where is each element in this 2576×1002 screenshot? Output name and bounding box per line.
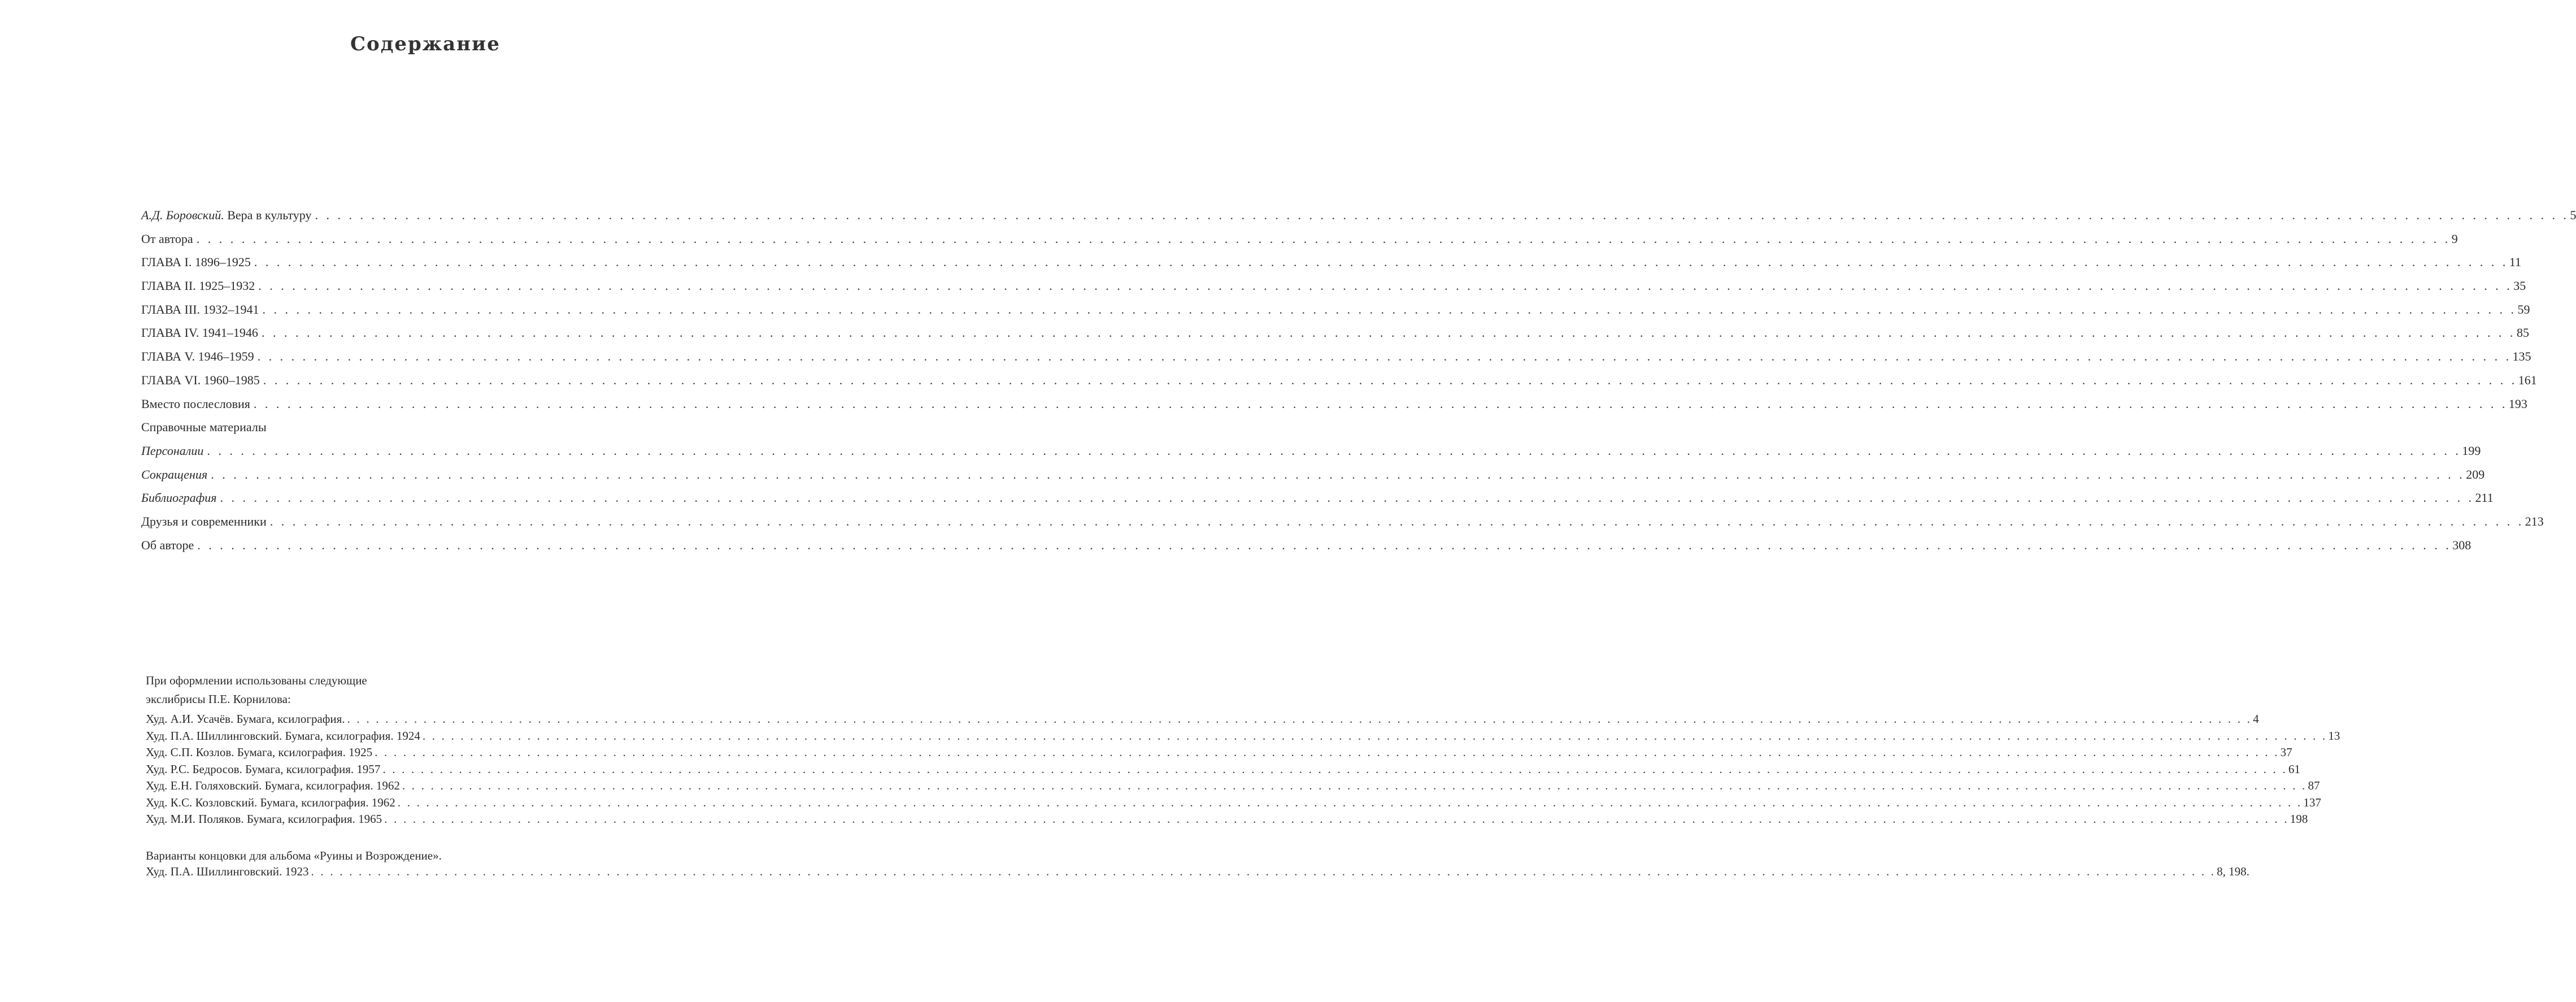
toc-entry-title: [141, 444, 203, 458]
toc-entry-title: [141, 467, 207, 482]
toc-entry[interactable]: [141, 208, 2576, 232]
toc-entry-text: ГЛАВА II. 1925–1932: [141, 279, 255, 293]
toc-entry-text: ГЛАВА III. 1932–1941: [141, 302, 259, 316]
toc-entry-page: 11: [2509, 255, 2522, 270]
variants-entry-pages: 8, 198.: [2217, 865, 2249, 878]
toc-entry[interactable]: [141, 396, 2527, 420]
toc-entry-title: [141, 373, 260, 388]
leader-dots: . . . . . . . . . . . . . . . . . . . . . . . . . . . . . . . . . . . . . . . . . . . . . . . . . . . . . . . . . . . . . . . . . . . . . . . . . . . . . . . . . . . . . . . . . . . . . . . . . . . . . . . . . . . . . . . . . . . . . . . . . . . . . . . . . . . . . . . . . . . . . . . . . . . . . . . . . . . . . . . . . . . . . . . . . . . . . . . . . . . . . . . . . . . . . . . . . . . . . . . .: [262, 302, 2517, 316]
illustration-entry-page: 87: [2308, 779, 2320, 792]
toc-entry-title: [141, 279, 255, 293]
toc-entry-page: 193: [2508, 396, 2527, 411]
leader-dots: . . . . . . . . . . . . . . . . . . . . . . . . . . . . . . . . . . . . . . . . . . . . . . . . . . . . . . . . . . . . . . . . . . . . . . . . . . . . . . . . . . . . . . . . . . . . . . . . . . . . . . . . . . . . . . . . . . . . . . . . . . . . . . . . . . . . . . . . . . . . . . . . . . . . . . . . . . . . . . . . . . . . . . . . . . . . . . . . . . . . . . . . . . . . . . . . . . . . . . . .: [253, 396, 2508, 411]
toc-entry[interactable]: [141, 302, 2530, 326]
toc-entry-text: ГЛАВА IV. 1941–1946: [141, 326, 258, 340]
illustration-entry-title: Худ. Е.Н. Голяховский. Бумага, ксилография. 1962: [146, 779, 400, 792]
leader-dots: . . . . . . . . . . . . . . . . . . . . . . . . . . . . . . . . . . . . . . . . . . . . . . . . . . . . . . . . . . . . . . . . . . . . . . . . . . . . . . . . . . . . . . . . . . . . . . . . . . . . . . . . . . . . . . . . . . . . . . . . . . . . . . . . . . . . . . . . . . . . . . . . . . . . . . . . . . . . . . . . . . . . . . . . . . . . . . . . . . . . . . . . . . . . . . . . . . . . . . . .: [263, 372, 2517, 387]
toc-entry[interactable]: [141, 231, 2458, 255]
illustration-entry: [146, 728, 2340, 746]
illustration-entry: [146, 812, 2308, 829]
toc-entry-title: [141, 397, 250, 411]
illustration-entry: [146, 762, 2300, 779]
variants-entry: [146, 865, 2249, 882]
leader-dots: . . . . . . . . . . . . . . . . . . . . . . . . . . . . . . . . . . . . . . . . . . . . . . . . . . . . . . . . . . . . . . . . . . . . . . . . . . . . . . . . . . . . . . . . . . . . . . . . . . . . . . . . . . . . . . . . . . . . . . . . . . . . . . . . . . . . . . . . . . . . . . . . . . . . . . . . . . . . . . . . . . . . . . . . . . . . . . . . . . . . . . . . . . . . . . . . . . . . . . . .: [384, 812, 2289, 826]
toc-entry[interactable]: [141, 326, 2529, 349]
toc-entry[interactable]: [141, 420, 510, 444]
toc-entry-page: 135: [2512, 349, 2531, 364]
leader-dots: . . . . . . . . . . . . . . . . . . . . . . . . . . . . . . . . . . . . . . . . . . . . . . . . . . . . . . . . . . . . . . . . . . . . . . . . . . . . . . . . . . . . . . . . . . . . . . . . . . . . . . . . . . . . . . . . . . . . . . . . . . . . . . . . . . . . . . . . . . . . . . . . . . . . . . . . . . . . . . . . . . . . . . . . . . . . . . . . . . . . . . . . . . . . . . . . . . . . . . . .: [261, 326, 2516, 340]
toc-entry-author: А.Д. Боровский.: [141, 208, 224, 222]
leader-dots: . . . . . . . . . . . . . . . . . . . . . . . . . . . . . . . . . . . . . . . . . . . . . . . . . . . . . . . . . . . . . . . . . . . . . . . . . . . . . . . . . . . . . . . . . . . . . . . . . . . . . . . . . . . . . . . . . . . . . . . . . . . . . . . . . . . . . . . . . . . . . . . . . . . . . . . . . . . . . . . . . . . . . . . . . . . . . . . . . . . . . . . . . . . . . . . . . . . . . . . .: [347, 712, 2252, 726]
leader-dots: . . . . . . . . . . . . . . . . . . . . . . . . . . . . . . . . . . . . . . . . . . . . . . . . . . . . . . . . . . . . . . . . . . . . . . . . . . . . . . . . . . . . . . . . . . . . . . . . . . . . . . . . . . . . . . . . . . . . . . . . . . . . . . . . . . . . . . . . . . . . . . . . . . . . . . . . . . . . . . . . . . . . . . . . . . . . . . . . . . . . . . . . . . . . . . . . . . . . . . . .: [257, 349, 2512, 364]
toc-entry-page: 9: [2451, 231, 2458, 246]
leader-dots: . . . . . . . . . . . . . . . . . . . . . . . . . . . . . . . . . . . . . . . . . . . . . . . . . . . . . . . . . . . . . . . . . . . . . . . . . . . . . . . . . . . . . . . . . . . . . . . . . . . . . . . . . . . . . . . . . . . . . . . . . . . . . . . . . . . . . . . . . . . . . . . . . . . . . . . . . . . . . . . . . . . . . . . . . . . . . . . . . . . . . . . . . . . . . . . . . . . . . . . .: [197, 537, 2452, 552]
illustration-entry: [146, 745, 2292, 762]
leader-dots: . . . . . . . . . . . . . . . . . . . . . . . . . . . . . . . . . . . . . . . . . . . . . . . . . . . . . . . . . . . . . . . . . . . . . . . . . . . . . . . . . . . . . . . . . . . . . . . . . . . . . . . . . . . . . . . . . . . . . . . . . . . . . . . . . . . . . . . . . . . . . . . . . . . . . . . . . . . . . . . . . . . . . . . . . . . . . . . . . . . . . . . . . . . . . . . . . . . . . . . .: [269, 514, 2524, 528]
toc-entry-title: [141, 491, 217, 505]
illustrations-intro-line: экслибрисы П.Е. Корнилова:: [146, 692, 291, 706]
toc-entry-text: Друзья и современники: [141, 514, 267, 528]
illustration-entry-title: Худ. М.И. Поляков. Бумага, ксилография. 1965: [146, 812, 382, 826]
toc-entry-text: Вера в культуру: [224, 208, 312, 222]
illustration-entry-page: 4: [2253, 712, 2259, 726]
illustration-entry-page: 198: [2290, 812, 2308, 826]
leader-dots: . . . . . . . . . . . . . . . . . . . . . . . . . . . . . . . . . . . . . . . . . . . . . . . . . . . . . . . . . . . . . . . . . . . . . . . . . . . . . . . . . . . . . . . . . . . . . . . . . . . . . . . . . . . . . . . . . . . . . . . . . . . . . . . . . . . . . . . . . . . . . . . . . . . . . . . . . . . . . . . . . . . . . . . . . . . . . . . . . . . . . . . . . . . . . . . . . . . . . . . .: [211, 467, 2465, 482]
variants-line: Варианты концовки для альбома «Руины и Возрождение».: [146, 849, 442, 862]
illustration-entry: [146, 795, 2321, 813]
toc-entry-title: [141, 208, 311, 223]
toc-entry-text: От автора: [141, 231, 193, 246]
toc-entry-title: [141, 514, 267, 529]
toc-entry-text: Персоналии: [141, 443, 204, 458]
toc-entry[interactable]: [141, 349, 2531, 373]
toc-entry-title: [141, 326, 258, 340]
toc-entry[interactable]: [141, 537, 2471, 562]
toc-entry[interactable]: [141, 514, 2544, 538]
illustrations-items: [146, 712, 2340, 829]
toc-entry-text: Вместо послесловия: [141, 396, 250, 411]
toc-entry[interactable]: [141, 467, 2485, 491]
leader-dots: . . . . . . . . . . . . . . . . . . . . . . . . . . . . . . . . . . . . . . . . . . . . . . . . . . . . . . . . . . . . . . . . . . . . . . . . . . . . . . . . . . . . . . . . . . . . . . . . . . . . . . . . . . . . . . . . . . . . . . . . . . . . . . . . . . . . . . . . . . . . . . . . . . . . . . . . . . . . . . . . . . . . . . . . . . . . . . . . . . . . . . . . . . . . . . . . . . . . . . . .: [207, 443, 2461, 458]
toc-entry-text: Справочные материалы: [141, 420, 267, 435]
toc-entry-title: [141, 302, 259, 317]
variants-entry-title: Худ. П.А. Шиллинговский. 1923: [146, 865, 309, 878]
illustrations-list: [146, 671, 2340, 829]
toc-entry[interactable]: [141, 372, 2537, 397]
toc-entry-page: 213: [2525, 514, 2544, 528]
illustrations-intro: [146, 671, 511, 709]
illustrations-intro-line: При оформлении использованы следующие: [146, 674, 367, 687]
illustration-entry-title: Худ. А.И. Усачёв. Бумага, ксилография.: [146, 712, 345, 726]
toc-entry-title: [141, 232, 193, 246]
leader-dots: . . . . . . . . . . . . . . . . . . . . . . . . . . . . . . . . . . . . . . . . . . . . . . . . . . . . . . . . . . . . . . . . . . . . . . . . . . . . . . . . . . . . . . . . . . . . . . . . . . . . . . . . . . . . . . . . . . . . . . . . . . . . . . . . . . . . . . . . . . . . . . . . . . . . . . . . . . . . . . . . . . . . . . . . . . . . . . . . . . . . . . . . . . . . . . . . . . . . . . . .: [382, 762, 2287, 776]
toc-entry[interactable]: [141, 279, 2526, 302]
leader-dots: . . . . . . . . . . . . . . . . . . . . . . . . . . . . . . . . . . . . . . . . . . . . . . . . . . . . . . . . . . . . . . . . . . . . . . . . . . . . . . . . . . . . . . . . . . . . . . . . . . . . . . . . . . . . . . . . . . . . . . . . . . . . . . . . . . . . . . . . . . . . . . . . . . . . . . . . . . . . . . . . . . . . . . . . . . . . . . . . . . . . . . . . . . . . . . . . . . . . . . . .: [196, 231, 2451, 246]
leader-dots: . . . . . . . . . . . . . . . . . . . . . . . . . . . . . . . . . . . . . . . . . . . . . . . . . . . . . . . . . . . . . . . . . . . . . . . . . . . . . . . . . . . . . . . . . . . . . . . . . . . . . . . . . . . . . . . . . . . . . . . . . . . . . . . . . . . . . . . . . . . . . . . . . . . . . . . . . . . . . . . . . . . . . . . . . . . . . . . . . . . . . . . . . . . . . . . . . . . . . . . .: [397, 795, 2303, 809]
toc-entry-title: [141, 349, 254, 364]
toc-entry-title: [141, 538, 194, 553]
toc-entry-text: ГЛАВА I. 1896–1925: [141, 255, 251, 270]
illustration-entry-title: Худ. Р.С. Бедросов. Бумага, ксилография. 1957: [146, 762, 381, 776]
toc-entry-title: [141, 420, 267, 435]
leader-dots: . . . . . . . . . . . . . . . . . . . . . . . . . . . . . . . . . . . . . . . . . . . . . . . . . . . . . . . . . . . . . . . . . . . . . . . . . . . . . . . . . . . . . . . . . . . . . . . . . . . . . . . . . . . . . . . . . . . . . . . . . . . . . . . . . . . . . . . . . . . . . . . . . . . . . . . . . . . . . . . . . . . . . . . . . . . . . . . . . . . . . . . . . . . . . . . . . . . . . . . .: [311, 865, 2216, 878]
leader-dots: . . . . . . . . . . . . . . . . . . . . . . . . . . . . . . . . . . . . . . . . . . . . . . . . . . . . . . . . . . . . . . . . . . . . . . . . . . . . . . . . . . . . . . . . . . . . . . . . . . . . . . . . . . . . . . . . . . . . . . . . . . . . . . . . . . . . . . . . . . . . . . . . . . . . . . . . . . . . . . . . . . . . . . . . . . . . . . . . . . . . . . . . . . . . . . . . . . . . . . . .: [375, 745, 2279, 759]
illustration-entry: [146, 779, 2320, 796]
toc-entry[interactable]: [141, 443, 2481, 467]
toc-entry-text: Библиография: [141, 491, 217, 505]
leader-dots: . . . . . . . . . . . . . . . . . . . . . . . . . . . . . . . . . . . . . . . . . . . . . . . . . . . . . . . . . . . . . . . . . . . . . . . . . . . . . . . . . . . . . . . . . . . . . . . . . . . . . . . . . . . . . . . . . . . . . . . . . . . . . . . . . . . . . . . . . . . . . . . . . . . . . . . . . . . . . . . . . . . . . . . . . . . . . . . . . . . . . . . . . . . . . . . . . . . . . . . .: [254, 255, 2508, 270]
illustration-entry-page: 137: [2303, 795, 2321, 809]
leader-dots: . . . . . . . . . . . . . . . . . . . . . . . . . . . . . . . . . . . . . . . . . . . . . . . . . . . . . . . . . . . . . . . . . . . . . . . . . . . . . . . . . . . . . . . . . . . . . . . . . . . . . . . . . . . . . . . . . . . . . . . . . . . . . . . . . . . . . . . . . . . . . . . . . . . . . . . . . . . . . . . . . . . . . . . . . . . . . . . . . . . . . . . . . . . . . . . . . . . . . . . .: [258, 279, 2513, 293]
illustration-entry: [146, 712, 2259, 729]
illustration-entry-page: 37: [2280, 745, 2292, 759]
toc-entry-page: 59: [2517, 302, 2530, 316]
toc-entry-page: 199: [2462, 443, 2481, 458]
illustration-entry-title: Худ. П.А. Шиллинговский. Бумага, ксилография. 1924: [146, 728, 420, 743]
toc-entry-page: 211: [2475, 491, 2494, 505]
leader-dots: . . . . . . . . . . . . . . . . . . . . . . . . . . . . . . . . . . . . . . . . . . . . . . . . . . . . . . . . . . . . . . . . . . . . . . . . . . . . . . . . . . . . . . . . . . . . . . . . . . . . . . . . . . . . . . . . . . . . . . . . . . . . . . . . . . . . . . . . . . . . . . . . . . . . . . . . . . . . . . . . . . . . . . . . . . . . . . . . . . . . . . . . . . . . . . . . . . . . . . . .: [315, 208, 2569, 222]
toc-entry-title: [141, 255, 251, 270]
toc-entry-text: Сокращения: [141, 467, 208, 482]
leader-dots: . . . . . . . . . . . . . . . . . . . . . . . . . . . . . . . . . . . . . . . . . . . . . . . . . . . . . . . . . . . . . . . . . . . . . . . . . . . . . . . . . . . . . . . . . . . . . . . . . . . . . . . . . . . . . . . . . . . . . . . . . . . . . . . . . . . . . . . . . . . . . . . . . . . . . . . . . . . . . . . . . . . . . . . . . . . . . . . . . . . . . . . . . . . . . . . . . . . . . . . .: [422, 728, 2327, 743]
illustration-entry-title: Худ. К.С. Козловский. Бумага, ксилография. 1962: [146, 795, 395, 809]
variants-note: [146, 847, 2249, 882]
illustration-entry-title: Худ. С.П. Козлов. Бумага, ксилография. 1925: [146, 745, 373, 759]
illustration-entry-page: 13: [2328, 728, 2340, 743]
toc-entry-text: ГЛАВА V. 1946–1959: [141, 349, 254, 364]
toc-entry[interactable]: [141, 255, 2522, 279]
leader-dots: . . . . . . . . . . . . . . . . . . . . . . . . . . . . . . . . . . . . . . . . . . . . . . . . . . . . . . . . . . . . . . . . . . . . . . . . . . . . . . . . . . . . . . . . . . . . . . . . . . . . . . . . . . . . . . . . . . . . . . . . . . . . . . . . . . . . . . . . . . . . . . . . . . . . . . . . . . . . . . . . . . . . . . . . . . . . . . . . . . . . . . . . . . . . . . . . . . . . . . . .: [402, 779, 2307, 792]
toc-entry-page: 161: [2518, 372, 2537, 387]
toc-entry-page: 308: [2452, 537, 2471, 552]
toc-entry-text: Об авторе: [141, 537, 194, 552]
toc-entry-page: 5: [2570, 208, 2576, 222]
toc-entry[interactable]: [141, 491, 2494, 514]
page-title: Содержание: [350, 33, 501, 55]
toc-entry-page: 209: [2466, 467, 2485, 482]
table-of-contents: [141, 208, 2576, 561]
illustration-entry-page: 61: [2288, 762, 2300, 776]
toc-entry-page: 35: [2513, 279, 2526, 293]
toc-entry-page: 85: [2516, 326, 2529, 340]
toc-entry-text: ГЛАВА VI. 1960–1985: [141, 372, 260, 387]
leader-dots: . . . . . . . . . . . . . . . . . . . . . . . . . . . . . . . . . . . . . . . . . . . . . . . . . . . . . . . . . . . . . . . . . . . . . . . . . . . . . . . . . . . . . . . . . . . . . . . . . . . . . . . . . . . . . . . . . . . . . . . . . . . . . . . . . . . . . . . . . . . . . . . . . . . . . . . . . . . . . . . . . . . . . . . . . . . . . . . . . . . . . . . . . . . . . . . . . . . . . . . .: [220, 491, 2474, 505]
